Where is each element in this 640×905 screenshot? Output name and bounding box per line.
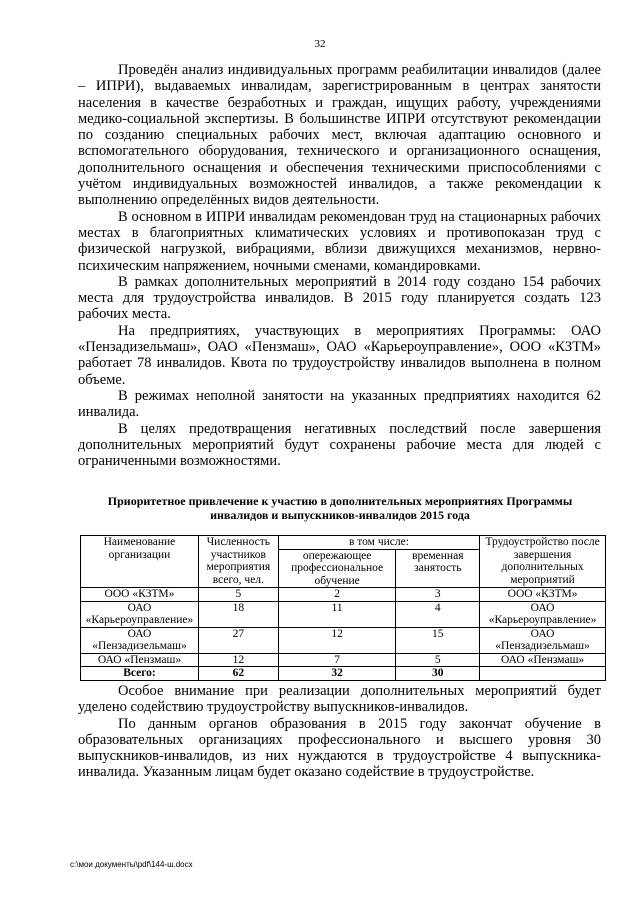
cell-org: ОАО «Пензадизельмаш» <box>81 627 199 653</box>
data-table <box>80 535 606 681</box>
paragraph: В основном в ИПРИ инвалидам рекомендован труд на стационарных рабочих местах в благоприятных климатических условиях и противопоказан труд с физической нагрузкой, вибрациями, вблизи движущихся механизмов, нервно-психическим напряжением, ночными сменами, командировками. <box>78 208 601 274</box>
cell-org: ООО «КЗТМ» <box>81 588 199 602</box>
paragraph: В целях предотвращения негативных последствий после завершения дополнительных мероприятий будут сохранены рабочие места для людей с ограниченными возможностями. <box>78 420 601 470</box>
total-temporary: 30 <box>396 667 480 681</box>
cell-count: 18 <box>198 601 278 627</box>
total-label: Всего: <box>81 667 199 681</box>
cell-employment: ОАО «Карьероуправление» <box>480 601 606 627</box>
table-row <box>81 653 606 667</box>
cell-advanced: 11 <box>278 601 396 627</box>
paragraph: Проведён анализ индивидуальных программ реабилитации инвалидов (далее – ИПРИ), выдаваемых инвалидам, зарегистрированным в центрах занятости населения в качестве безработных и граждан, ищущих работу, учреждениями медико-социальной экспертизы. В большинстве ИПРИ отсутствуют рекомендации по созданию специальных рабочих мест, включая адаптацию основного и вспомогательного оборудования, технического и организационного оснащения, дополнительного оснащения и обеспечения техническими приспособлениями с учётом индивидуальных возможностей инвалидов, а также рекомендации к выполнению определённых видов деятельности. <box>78 62 601 209</box>
cell-temporary: 3 <box>396 588 480 602</box>
paragraph: В рамках дополнительных мероприятий в 2014 году создано 154 рабочих места для трудоустройства инвалидов. В 2015 году планируется создать 123 рабочих места. <box>78 273 601 323</box>
footer-file-path: c:\мои документы\pdf\144-ш.docx <box>70 860 193 869</box>
paragraph: Особое внимание при реализации дополнительных мероприятий будет уделено содействию трудоустройству выпускников-инвалидов. <box>78 683 601 716</box>
cell-count: 12 <box>198 653 278 667</box>
cell-org: ОАО «Пензмаш» <box>81 653 199 667</box>
total-count: 62 <box>198 667 278 681</box>
body-text-bottom <box>78 683 601 781</box>
table-row <box>81 588 606 602</box>
table-title-line-1: Приоритетное привлечение к участию в дополнительных мероприятиях Программы <box>107 494 573 508</box>
paragraph: В режимах неполной занятости на указанных предприятиях находится 62 инвалида. <box>78 387 601 421</box>
header-count: Численность участников мероприятия всего, чел. <box>198 536 278 588</box>
header-employment: Трудоустройство после завершения дополнительных мероприятий <box>480 536 606 588</box>
cell-advanced: 12 <box>278 627 396 653</box>
cell-temporary: 5 <box>396 653 480 667</box>
cell-employment: ОАО «Пензмаш» <box>480 653 606 667</box>
header-advanced: опережающее профессиональное обучение <box>278 549 396 588</box>
table-title-line-2: инвалидов и выпускников-инвалидов 2015 года <box>210 508 470 522</box>
cell-count: 27 <box>198 627 278 653</box>
cell-temporary: 4 <box>396 601 480 627</box>
cell-employment: ООО «КЗТМ» <box>480 588 606 602</box>
paragraph: На предприятиях, участвующих в мероприятиях Программы: ОАО «Пензадизельмаш», ОАО «Пензмаш», ОАО «Карьероуправление», ООО «КЗТМ» работает 78 инвалидов. Квота по трудоустройству инвалидов выполнена в полном объеме. <box>78 322 601 388</box>
cell-org: ОАО «Карьероуправление» <box>81 601 199 627</box>
cell-temporary: 15 <box>396 627 480 653</box>
paragraph: По данным органов образования в 2015 году закончат обучение в образовательных организациях профессионального и высшего уровня 30 выпускников-инвалидов, из них нуждаются в трудоустройстве 4 выпускника-инвалида. Указанным лицам будет оказано содействие в трудоустройстве. <box>78 715 601 781</box>
cell-employment: ОАО «Пензадизельмаш» <box>480 627 606 653</box>
total-employment <box>480 667 606 681</box>
header-including: в том числе: <box>278 536 479 550</box>
total-advanced: 32 <box>278 667 396 681</box>
table-header-row <box>81 536 606 550</box>
table-row <box>81 627 606 653</box>
page-number: 32 <box>314 38 326 50</box>
table-row <box>81 601 606 627</box>
cell-advanced: 7 <box>278 653 396 667</box>
header-org: Наименование организации <box>81 536 199 588</box>
table-total-row <box>81 667 606 681</box>
table-title <box>70 494 610 522</box>
header-temporary: временная занятость <box>396 549 480 588</box>
cell-advanced: 2 <box>278 588 396 602</box>
body-text-top <box>78 62 601 469</box>
cell-count: 5 <box>198 588 278 602</box>
